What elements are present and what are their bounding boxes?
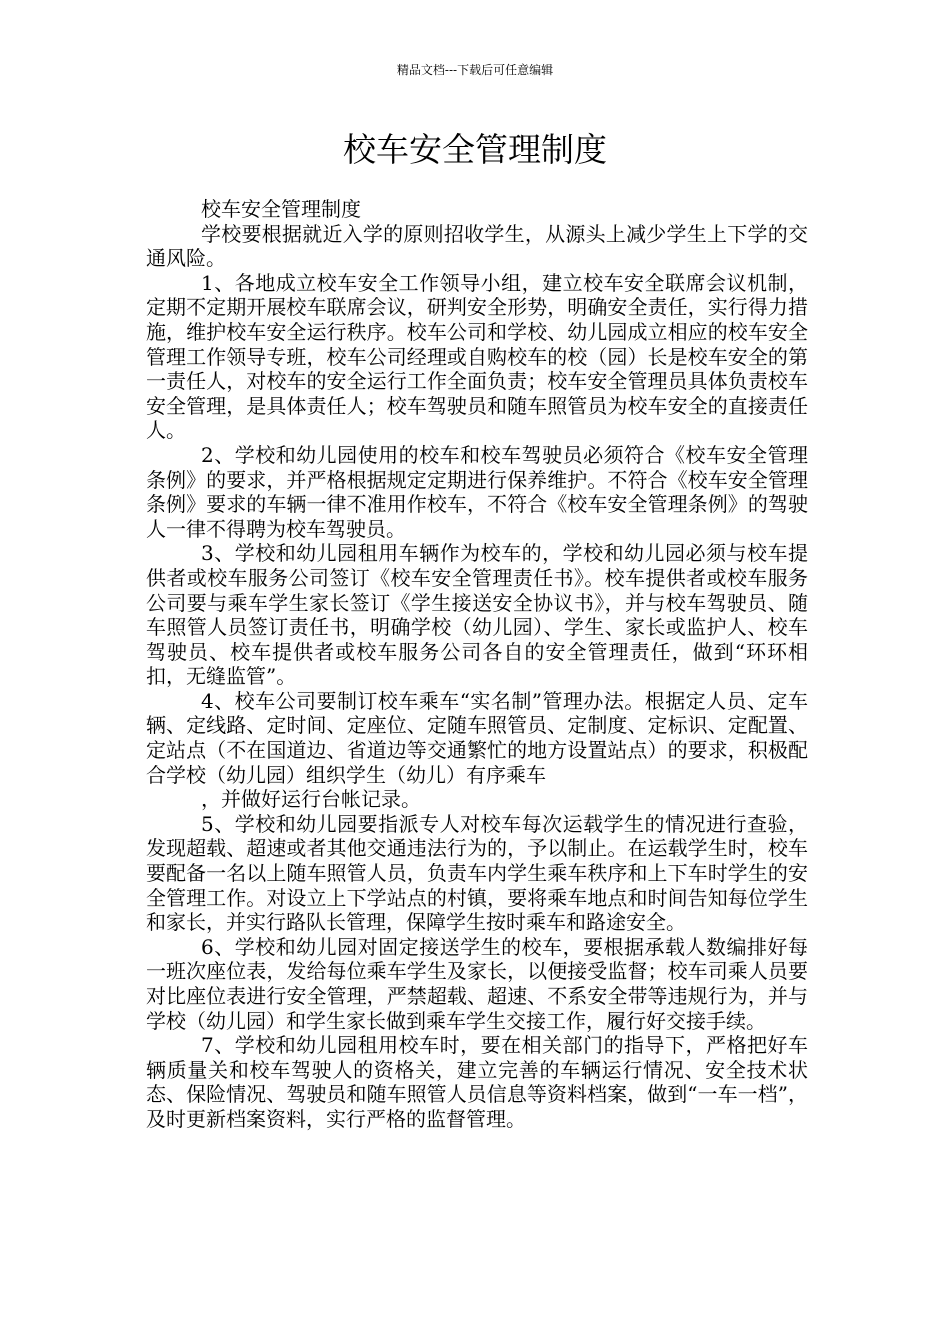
paragraph-item-4-continued: ，并做好运行台帐记录。 [201,787,421,812]
paragraph-item-6: 6、学校和幼儿园对固定接送学生的校车，要根据承载人数编排好每一班次座位表，发给每位乘车学生及家长，以便接受监督；校车司乘人员要对比座位表进行安全管理，严禁超载、超速、不系安全带等违规行为，并与学校（幼儿园）和学生家长做到乘车学生交接工作，履行好交接手续。 [146,934,808,1033]
paragraph-item-7: 7、学校和幼儿园租用校车时，要在相关部门的指导下，严格把好车辆质量关和校车驾驶人的资格关，建立完善的车辆运行情况、安全技术状态、保险情况、驾驶员和随车照管人员信息等资料档案，做到“一车一档”，及时更新档案资料，实行严格的监督管理。 [146,1033,808,1131]
paragraph-item-5: 5、学校和幼儿园要指派专人对校车每次运载学生的情况进行查验，发现超载、超速或者其他交通违法行为的，予以制止。在运载学生时，校车要配备一名以上随车照管人员，负责车内学生乘车秩序和上下车时学生的安全管理工作。对设立上下学站点的村镇，要将乘车地点和时间告知每位学生和家长，并实行路队长管理，保障学生按时乘车和路途安全。 [146,811,808,935]
paragraph-item-3: 3、学校和幼儿园租用车辆作为校车的，学校和幼儿园必须与校车提供者或校车服务公司签订《校车安全管理责任书》。校车提供者或校车服务公司要与乘车学生家长签订《学生接送安全协议书》，并与校车驾驶员、随车照管人员签订责任书，明确学校（幼儿园）、学生、家长或监护人、校车驾驶员、校车提供者或校车服务公司各自的安全管理责任，做到“环环相扣，无缝监管”。 [146,541,808,689]
document-body [146,197,808,1132]
paragraph-subtitle: 校车安全管理制度 [201,197,361,221]
paragraph-item-4: 4、校车公司要制订校车乘车“实名制”管理办法。根据定人员、定车辆、定线路、定时间、定座位、定随车照管员、定制度、定标识、定配置、定站点（不在国道边、省道边等交通繁忙的地方设置站点）的要求，积极配合学校（幼儿园）组织学生（幼儿）有序乘车 [146,688,808,787]
paragraph-item-2: 2、学校和幼儿园使用的校车和校车驾驶员必须符合《校车安全管理条例》的要求，并严格根据规定定期进行保养维护。不符合《校车安全管理条例》要求的车辆一律不准用作校车，不符合《校车安全管理条例》的驾驶人一律不得聘为校车驾驶员。 [146,442,808,541]
header-note: 精品文档---下载后可任意编辑 [396,63,554,77]
document-title: 校车安全管理制度 [343,130,607,169]
paragraph-intro: 学校要根据就近入学的原则招收学生，从源头上减少学生上下学的交通风险。 [146,221,808,271]
paragraph-item-1: 1、各地成立校车安全工作领导小组，建立校车安全联席会议机制，定期不定期开展校车联席会议，研判安全形势，明确安全责任，实行得力措施，维护校车安全运行秩序。校车公司和学校、幼儿园成立相应的校车安全管理工作领导专班，校车公司经理或自购校车的校（园）长是校车安全的第一责任人，对校车的安全运行工作全面负责；校车安全管理员具体负责校车安全管理，是具体责任人；校车驾驶员和随车照管员为校车安全的直接责任人。 [146,270,808,443]
